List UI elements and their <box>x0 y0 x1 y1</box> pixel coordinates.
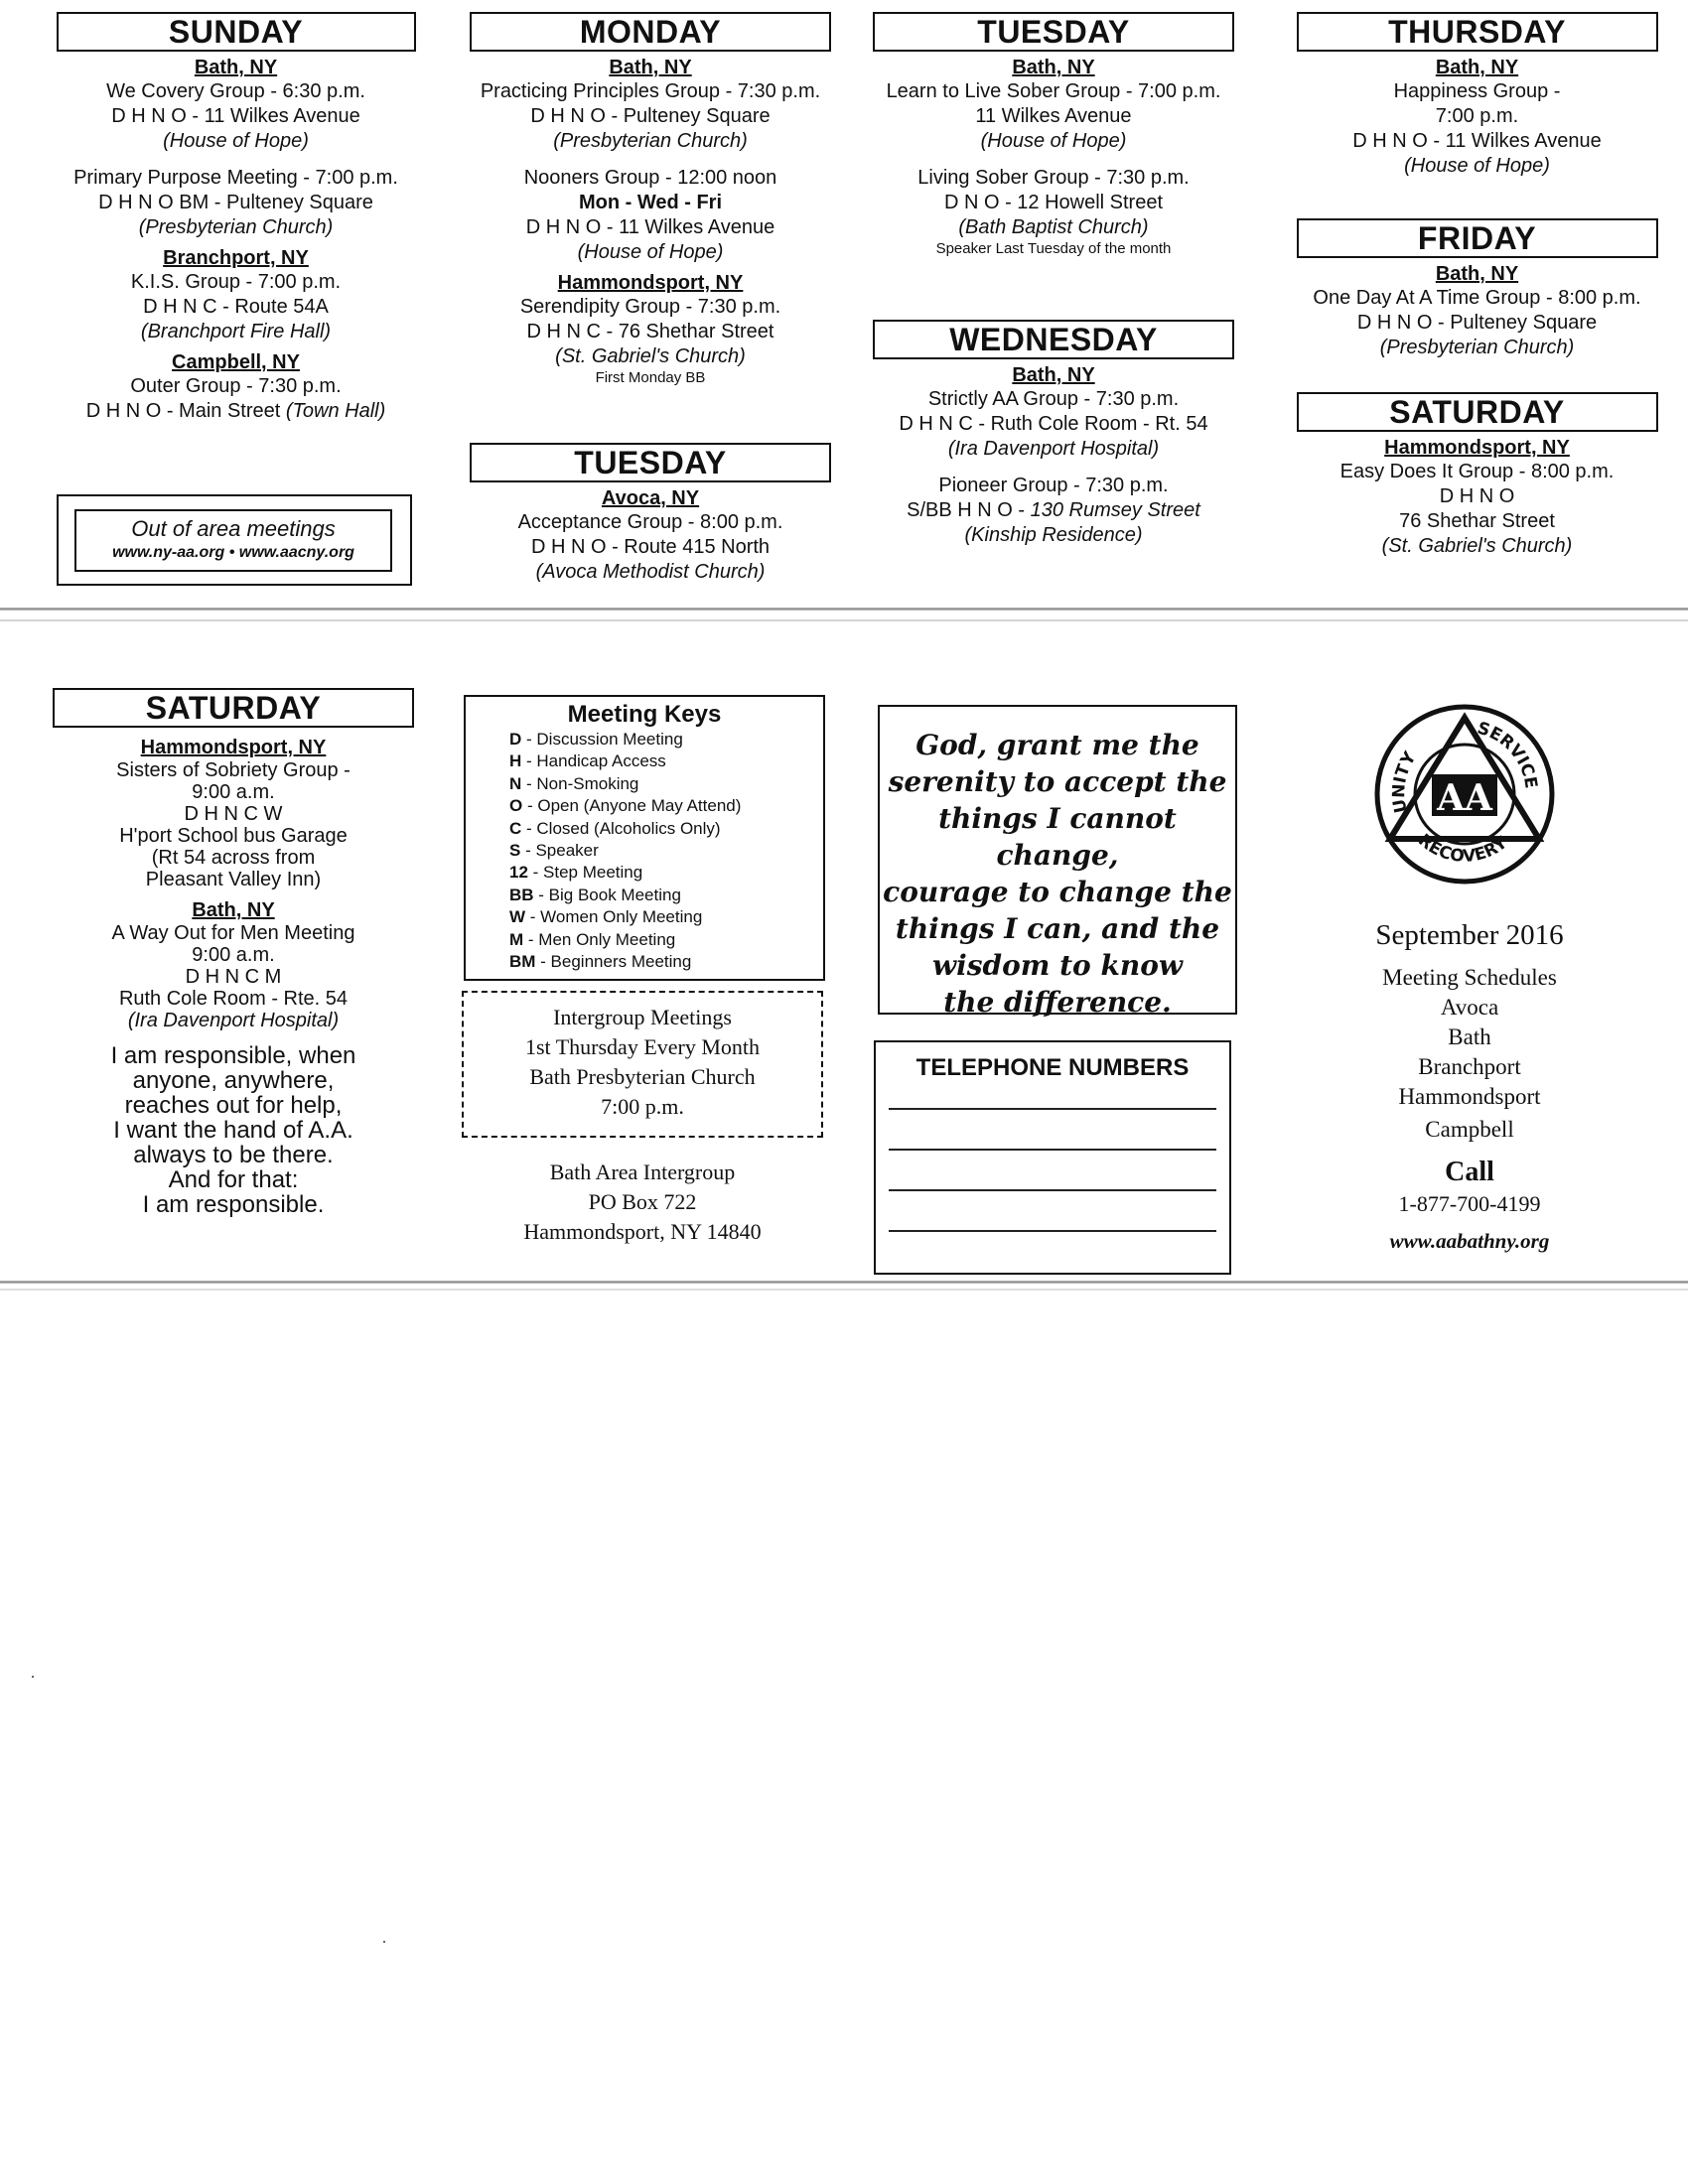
meeting-codes: D H N O - 11 Wilkes Avenue <box>111 105 360 127</box>
meeting-title: A Way Out for Men Meeting <box>111 922 355 944</box>
telephone-entry-line[interactable] <box>889 1189 1216 1191</box>
meeting-key-desc: - Speaker <box>520 841 599 861</box>
monday-column <box>467 12 834 387</box>
logo-word-bottom: RECOVERY <box>1414 830 1512 868</box>
meeting-title: Strictly AA Group - 7:30 p.m. <box>927 388 1180 410</box>
serenity-line: courage to change the <box>883 876 1232 908</box>
wednesday-column <box>869 320 1238 548</box>
meeting-place: (Ira Davenport Hospital) <box>127 1010 340 1031</box>
meeting-key-code: O <box>509 796 523 816</box>
responsibility-line: I am responsible. <box>142 1191 325 1218</box>
meeting-title: Practicing Principles Group - 7:30 p.m. <box>480 80 821 102</box>
meeting-key-code: C <box>509 818 522 838</box>
friday-city-bath: Bath, NY <box>1435 263 1519 285</box>
meeting-days: Mon - Wed - Fri <box>578 192 723 213</box>
meeting-key-item <box>509 818 823 840</box>
tuesday-header: TUESDAY <box>873 12 1234 52</box>
meeting-time: 9:00 a.m. <box>192 781 275 803</box>
meeting-codes: 11 Wilkes Avenue <box>975 105 1132 127</box>
tuesday-city-bath: Bath, NY <box>1012 57 1095 78</box>
address-line: PO Box 722 <box>588 1189 697 1214</box>
meeting-codes: D H N C - Route 54A <box>143 296 329 318</box>
meeting-title: K.I.S. Group - 7:00 p.m. <box>130 271 342 293</box>
meeting-place: (Presbyterian Church) <box>138 216 334 238</box>
meeting-title: Sisters of Sobriety Group - <box>116 759 351 781</box>
meeting-keys-box <box>464 695 825 981</box>
meeting-address: 76 Shethar Street <box>1399 510 1555 532</box>
meeting-place: (Bath Baptist Church) <box>958 216 1149 238</box>
scan-speck <box>383 1941 385 1943</box>
cover-date: September 2016 <box>1375 919 1564 951</box>
responsibility-line: I want the hand of A.A. <box>113 1117 353 1144</box>
thursday-header: THURSDAY <box>1297 12 1658 52</box>
intergroup-line: 1st Thursday Every Month <box>524 1034 761 1059</box>
meeting-key-desc: - Beginners Meeting <box>535 952 692 972</box>
meeting-address: H'port School bus Garage <box>119 825 348 847</box>
tuesday-avoca-column <box>467 443 834 585</box>
meeting-title: Primary Purpose Meeting - 7:00 p.m. <box>73 167 398 189</box>
meeting-key-desc: - Open (Anyone May Attend) <box>522 796 742 816</box>
thursday-column <box>1296 12 1658 179</box>
meeting-codes: D H N C - 76 Shethar Street <box>526 321 774 342</box>
cover-website[interactable]: www.aabathny.org <box>1389 1229 1550 1253</box>
meeting-title: Pioneer Group - 7:30 p.m. <box>938 475 1169 496</box>
cover-town: Branchport <box>1418 1054 1521 1079</box>
out-of-area-title: Out of area meetings <box>131 516 336 541</box>
meeting-key-item <box>509 929 823 951</box>
meeting-note: First Monday BB <box>595 369 706 386</box>
meeting-place: (House of Hope) <box>980 130 1127 152</box>
meeting-key-item <box>509 840 823 862</box>
cover-town: Avoca <box>1440 995 1499 1020</box>
meeting-codes: D H N C W <box>184 803 283 825</box>
meeting-title: Serendipity Group - 7:30 p.m. <box>519 296 781 318</box>
meeting-keys-title: Meeting Keys <box>567 701 722 728</box>
meeting-place: (House of Hope) <box>577 241 724 263</box>
meeting-title: Acceptance Group - 8:00 p.m. <box>517 511 783 533</box>
meeting-place: (Presbyterian Church) <box>1379 337 1575 358</box>
intergroup-line: 7:00 p.m. <box>601 1094 684 1119</box>
wednesday-header: WEDNESDAY <box>873 320 1234 359</box>
serenity-prayer-box <box>878 705 1237 1019</box>
meeting-place: (Avoca Methodist Church) <box>535 561 766 583</box>
cover-call: Call <box>1445 1157 1494 1187</box>
intergroup-line: Intergroup Meetings <box>553 1005 732 1029</box>
meeting-address-note: (Rt 54 across from <box>151 847 316 869</box>
address-line: Bath Area Intergroup <box>549 1160 736 1184</box>
meeting-codes: D H N C M <box>185 966 282 988</box>
meeting-key-code: H <box>509 751 522 771</box>
meeting-time: 7:00 p.m. <box>1435 105 1519 127</box>
cover-panel <box>1306 917 1633 1255</box>
meeting-place: (Town Hall) <box>285 400 386 422</box>
serenity-line: serenity to accept the <box>888 765 1227 798</box>
sunday-city-bath: Bath, NY <box>194 57 278 78</box>
cover-subtitle: Meeting Schedules <box>1382 965 1557 990</box>
meeting-key-code: N <box>509 773 522 793</box>
monday-city-bath: Bath, NY <box>609 57 692 78</box>
telephone-entry-line[interactable] <box>889 1108 1216 1110</box>
meeting-place: (St. Gabriel's Church) <box>1381 535 1573 557</box>
sunday-city-campbell: Campbell, NY <box>172 351 300 373</box>
meeting-key-item <box>509 951 823 973</box>
fold-line-shadow <box>0 1289 1688 1291</box>
saturday-top-header: SATURDAY <box>1297 392 1658 432</box>
serenity-line: the difference. <box>943 986 1172 1019</box>
meeting-codes-text: S/BB H N O - <box>907 499 1031 521</box>
thursday-city-bath: Bath, NY <box>1435 57 1519 78</box>
meeting-key-item <box>509 773 823 795</box>
intergroup-line: Bath Presbyterian Church <box>529 1064 756 1089</box>
meeting-codes: D H N O - 11 Wilkes Avenue <box>1352 130 1602 152</box>
meeting-place: (House of Hope) <box>163 130 309 152</box>
serenity-line: God, grant me the <box>915 729 1199 761</box>
cover-town: Hammondsport <box>1398 1084 1541 1109</box>
meeting-title: Learn to Live Sober Group - 7:00 p.m. <box>886 80 1221 102</box>
meeting-key-desc: - Big Book Meeting <box>533 885 681 904</box>
meeting-key-item <box>509 751 823 772</box>
meeting-key-item <box>509 906 823 928</box>
meeting-place: (Kinship Residence) <box>964 524 1143 546</box>
meeting-time: 9:00 a.m. <box>192 944 275 966</box>
friday-column <box>1296 218 1658 360</box>
meeting-place: (St. Gabriel's Church) <box>555 345 746 367</box>
out-of-area-inner <box>74 509 392 572</box>
wednesday-city-bath: Bath, NY <box>1012 364 1095 386</box>
telephone-entry-line[interactable] <box>889 1230 1216 1232</box>
meeting-key-desc: - Women Only Meeting <box>525 907 703 927</box>
meeting-codes-text: D H N O - Main Street <box>85 400 286 422</box>
fold-line <box>0 608 1688 611</box>
telephone-numbers-title: TELEPHONE NUMBERS <box>915 1054 1190 1081</box>
meeting-title: Nooners Group - 12:00 noon <box>523 167 777 189</box>
meeting-codes <box>55 399 417 424</box>
meeting-codes: D H N O BM - Pulteney Square <box>98 192 373 213</box>
saturday-city-hammondsport: Hammondsport, NY <box>140 737 327 758</box>
meeting-address: Ruth Cole Room - Rte. 54 <box>118 988 349 1010</box>
saturday-city-hammondsport: Hammondsport, NY <box>1384 437 1570 459</box>
monday-city-hammondsport: Hammondsport, NY <box>557 272 744 294</box>
meeting-title: One Day At A Time Group - 8:00 p.m. <box>1313 287 1641 309</box>
meeting-codes <box>869 498 1238 523</box>
meeting-key-code: S <box>509 841 521 861</box>
meeting-place: (House of Hope) <box>1404 155 1550 177</box>
telephone-entry-line[interactable] <box>889 1149 1216 1151</box>
meeting-place: (Branchport Fire Hall) <box>140 321 332 342</box>
responsibility-line: And for that: <box>168 1166 299 1193</box>
meeting-title: Easy Does It Group - 8:00 p.m. <box>1339 461 1615 482</box>
meeting-key-item <box>509 862 823 884</box>
meeting-title: We Covery Group - 6:30 p.m. <box>106 80 365 102</box>
responsibility-statement <box>50 1043 417 1217</box>
serenity-line: things I can, and the <box>895 912 1220 945</box>
meeting-title: Living Sober Group - 7:30 p.m. <box>917 167 1190 189</box>
meeting-codes: D H N O - Pulteney Square <box>1356 312 1598 334</box>
meeting-key-code: 12 <box>509 863 528 883</box>
saturday-city-bath: Bath, NY <box>192 899 275 921</box>
meeting-note: Speaker Last Tuesday of the month <box>935 240 1172 257</box>
meeting-place: (Ira Davenport Hospital) <box>947 438 1160 460</box>
meeting-key-desc: - Step Meeting <box>527 863 643 883</box>
friday-header: FRIDAY <box>1297 218 1658 258</box>
cover-town: Campbell <box>1425 1117 1514 1142</box>
out-of-area-box <box>57 494 412 586</box>
saturday-bottom-column <box>50 688 417 1217</box>
logo-word-right: SERVICE <box>1475 718 1541 790</box>
responsibility-line: reaches out for help, <box>124 1092 343 1119</box>
meeting-key-desc: - Closed (Alcoholics Only) <box>521 818 721 838</box>
meeting-key-desc: - Handicap Access <box>521 751 666 771</box>
out-of-area-links[interactable]: www.ny-aa.org • www.aacny.org <box>112 544 354 561</box>
aa-logo <box>1370 700 1559 888</box>
serenity-line: wisdom to know <box>931 949 1184 982</box>
meeting-key-desc: - Discussion Meeting <box>521 730 683 749</box>
meeting-address: 130 Rumsey Street <box>1030 499 1200 521</box>
meeting-codes: D H N O - 11 Wilkes Avenue <box>525 216 775 238</box>
telephone-numbers-box <box>874 1040 1231 1275</box>
meeting-title: Outer Group - 7:30 p.m. <box>130 375 342 397</box>
cover-phone[interactable]: 1-877-700-4199 <box>1398 1191 1541 1216</box>
responsibility-line: always to be there. <box>133 1142 334 1168</box>
cover-town: Bath <box>1448 1024 1491 1049</box>
meeting-key-code: W <box>509 907 526 927</box>
meeting-key-code: D <box>509 730 522 749</box>
meeting-address-note: Pleasant Valley Inn) <box>145 869 322 890</box>
responsibility-line: anyone, anywhere, <box>132 1067 335 1094</box>
fold-line <box>0 1281 1688 1284</box>
mailing-address <box>462 1158 823 1247</box>
meeting-keys-list <box>466 729 823 973</box>
logo-word-left: UNITY <box>1389 749 1421 815</box>
meeting-place: (Presbyterian Church) <box>553 130 748 152</box>
tuesday-column <box>869 12 1238 258</box>
meeting-codes: D H N O <box>1439 485 1515 507</box>
logo-monogram: AA <box>1437 777 1492 819</box>
tuesday-city-avoca: Avoca, NY <box>601 487 700 509</box>
tuesday-avoca-header: TUESDAY <box>470 443 831 482</box>
meeting-key-desc: - Men Only Meeting <box>523 929 676 949</box>
meeting-codes: D H N C - Ruth Cole Room - Rt. 54 <box>899 413 1208 435</box>
monday-header: MONDAY <box>470 12 831 52</box>
meeting-key-item <box>509 729 823 751</box>
address-line: Hammondsport, NY 14840 <box>523 1219 762 1244</box>
meeting-key-item <box>509 795 823 817</box>
meeting-key-code: M <box>509 929 524 949</box>
responsibility-line: I am responsible, when <box>110 1042 356 1069</box>
meeting-codes: D N O - 12 Howell Street <box>943 192 1164 213</box>
sunday-column <box>55 12 417 424</box>
meeting-key-item <box>509 885 823 906</box>
saturday-bottom-header: SATURDAY <box>53 688 414 728</box>
meeting-title: Happiness Group - <box>1393 80 1561 102</box>
sunday-header: SUNDAY <box>57 12 416 52</box>
serenity-line: things I cannot change, <box>938 802 1177 872</box>
intergroup-box <box>462 991 823 1138</box>
saturday-top-column <box>1296 392 1658 559</box>
meeting-key-code: BM <box>509 952 536 972</box>
sunday-city-branchport: Branchport, NY <box>163 247 309 269</box>
scan-speck <box>32 1676 34 1678</box>
meeting-key-desc: - Non-Smoking <box>521 773 639 793</box>
meeting-codes: D H N O - Pulteney Square <box>530 105 771 127</box>
fold-line-shadow <box>0 619 1688 621</box>
meeting-codes: D H N O - Route 415 North <box>530 536 771 558</box>
meeting-key-code: BB <box>509 885 534 904</box>
